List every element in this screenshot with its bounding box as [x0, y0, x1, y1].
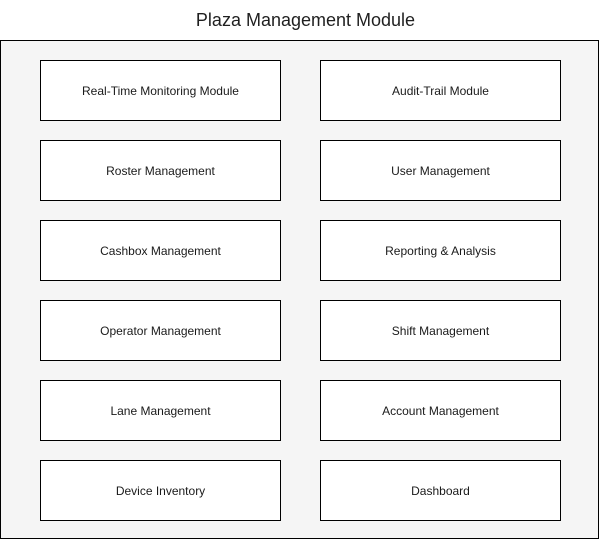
module-audit-trail: Audit-Trail Module: [320, 60, 561, 121]
module-user-management: User Management: [320, 140, 561, 201]
module-reporting-analysis: Reporting & Analysis: [320, 220, 561, 281]
module-grid: [40, 60, 561, 521]
module-roster-management: Roster Management: [40, 140, 281, 201]
module-account-management: Account Management: [320, 380, 561, 441]
module-dashboard: Dashboard: [320, 460, 561, 521]
module-operator-management: Operator Management: [40, 300, 281, 361]
module-lane-management: Lane Management: [40, 380, 281, 441]
module-real-time-monitoring: Real-Time Monitoring Module: [40, 60, 281, 121]
module-shift-management: Shift Management: [320, 300, 561, 361]
module-device-inventory: Device Inventory: [40, 460, 281, 521]
diagram-title: Plaza Management Module: [195, 10, 416, 30]
module-cashbox-management: Cashbox Management: [40, 220, 281, 281]
